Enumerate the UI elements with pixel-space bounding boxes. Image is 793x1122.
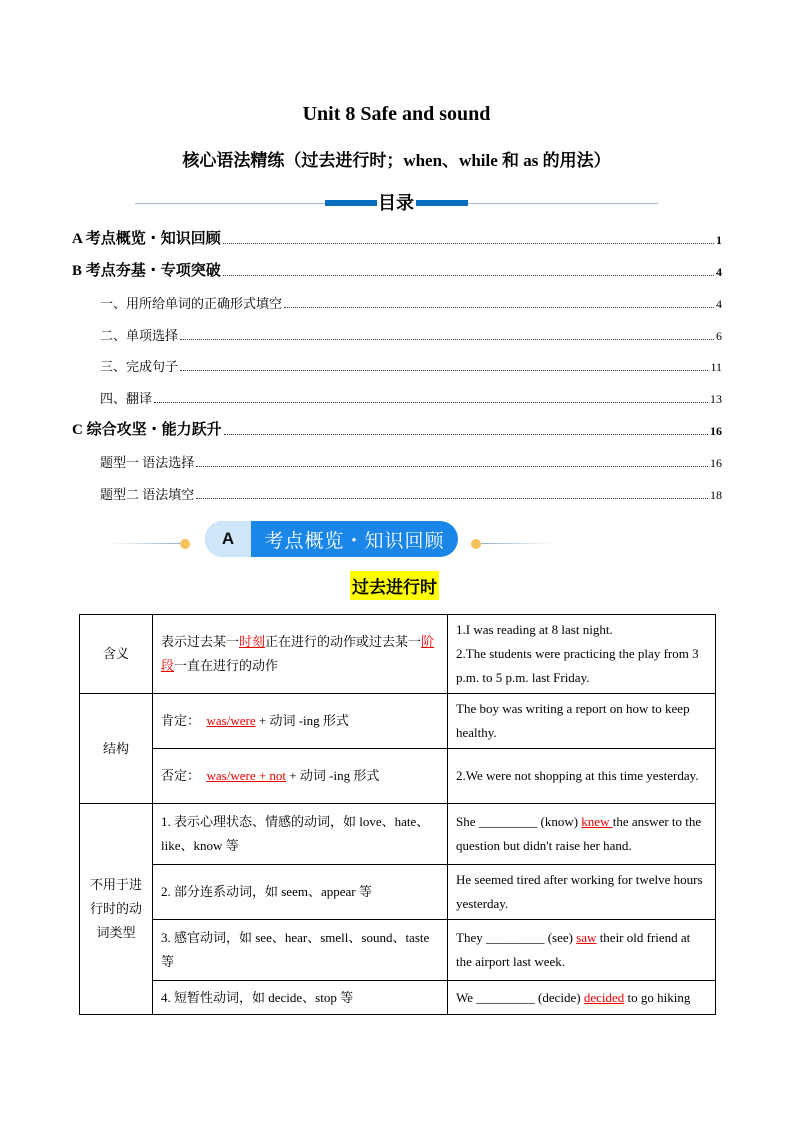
row-header: 含义 <box>80 615 153 694</box>
definition-cell: 表示过去某一时刻正在进行的动作或过去某一阶段一直在进行的动作 <box>153 615 448 694</box>
toc-label: 四、翻译 <box>100 391 153 406</box>
toc-label: 一、用所给单词的正确形式填空 <box>100 296 283 311</box>
toc-heading: 目录 <box>378 193 414 214</box>
table-row <box>80 920 716 981</box>
table-row <box>80 749 716 804</box>
row-header: 不用于进行时的动词类型 <box>80 804 153 1015</box>
toc-label: 三、完成句子 <box>100 359 179 374</box>
structure-cell: 否定： was/were + not + 动词 -ing 形式 <box>153 749 448 804</box>
decor-line <box>110 543 182 544</box>
table-row <box>80 804 716 865</box>
divider-bar <box>416 200 468 206</box>
section-banner <box>205 521 458 557</box>
toc-page: 4 <box>716 297 722 311</box>
toc-page: 6 <box>716 329 722 343</box>
banner-letter: A <box>205 521 251 557</box>
example-cell: The boy was writing a report on how to keep healthy. <box>448 694 716 749</box>
toc-label: A 考点概览・知识回顾 <box>72 231 221 247</box>
example-cell: He seemed tired after working for twelve hours yesterday. <box>448 865 716 920</box>
divider-bar <box>325 200 377 206</box>
example-cell: 2.We were not shopping at this time yesterday. <box>448 749 716 804</box>
table-row <box>80 865 716 920</box>
toc-label: 题型一 语法选择 <box>100 455 195 470</box>
toc-page: 18 <box>710 488 722 502</box>
definition-cell: 4. 短暂性动词，如 decide、stop 等 <box>153 981 448 1015</box>
decor-line <box>481 543 553 544</box>
example-cell: 1.I was reading at 8 last night. 2.The students were practicing the play from 3 p.m. to 5 p.m. last Friday. <box>448 615 716 694</box>
divider <box>135 203 325 204</box>
document-title: Unit 8 Safe and sound <box>302 103 491 125</box>
section-title: 过去进行时 <box>350 571 439 600</box>
definition-cell: 3. 感官动词，如 see、hear、smell、sound、taste 等 <box>153 920 448 981</box>
table-row <box>80 981 716 1015</box>
toc-page: 1 <box>716 233 722 247</box>
structure-cell: 肯定： was/were + 动词 -ing 形式 <box>153 694 448 749</box>
toc-label: B 考点夯基・专项突破 <box>72 263 221 279</box>
toc-item[interactable] <box>100 451 722 471</box>
toc-page: 11 <box>710 360 722 374</box>
toc-page: 4 <box>716 265 722 279</box>
toc-item[interactable] <box>100 324 722 344</box>
example-cell: She _________ (know) knew the answer to the question but didn't raise her hand. <box>448 804 716 865</box>
decor-dot <box>180 539 190 549</box>
example-cell: We _________ (decide) decided to go hiking <box>448 981 716 1015</box>
toc-page: 16 <box>710 424 722 438</box>
divider <box>468 203 658 204</box>
table-row <box>80 615 716 694</box>
toc-item[interactable] <box>100 387 722 407</box>
table-row <box>80 694 716 749</box>
toc-page: 16 <box>710 456 722 470</box>
row-header: 结构 <box>80 694 153 804</box>
grammar-table <box>79 614 716 1015</box>
example-cell: They _________ (see) saw their old friend at the airport last week. <box>448 920 716 981</box>
definition-cell: 2. 部分连系动词，如 seem、appear 等 <box>153 865 448 920</box>
toc-item[interactable] <box>72 419 722 439</box>
toc-page: 13 <box>710 392 722 406</box>
banner-text: 考点概览・知识回顾 <box>264 530 445 552</box>
toc-item[interactable] <box>100 355 722 375</box>
toc-item[interactable] <box>72 260 722 280</box>
toc-item[interactable] <box>72 228 722 248</box>
decor-dot <box>471 539 481 549</box>
toc-label: 题型二 语法填空 <box>100 487 195 502</box>
toc-item[interactable] <box>100 292 722 312</box>
definition-cell: 1. 表示心理状态、情感的动词，如 love、hate、like、know 等 <box>153 804 448 865</box>
toc-label: 二、单项选择 <box>100 328 179 343</box>
toc-item[interactable] <box>100 483 722 503</box>
document-subtitle: 核心语法精练（过去进行时；when、while 和 as 的用法） <box>182 151 611 170</box>
toc-label: C 综合攻坚・能力跃升 <box>72 422 222 438</box>
